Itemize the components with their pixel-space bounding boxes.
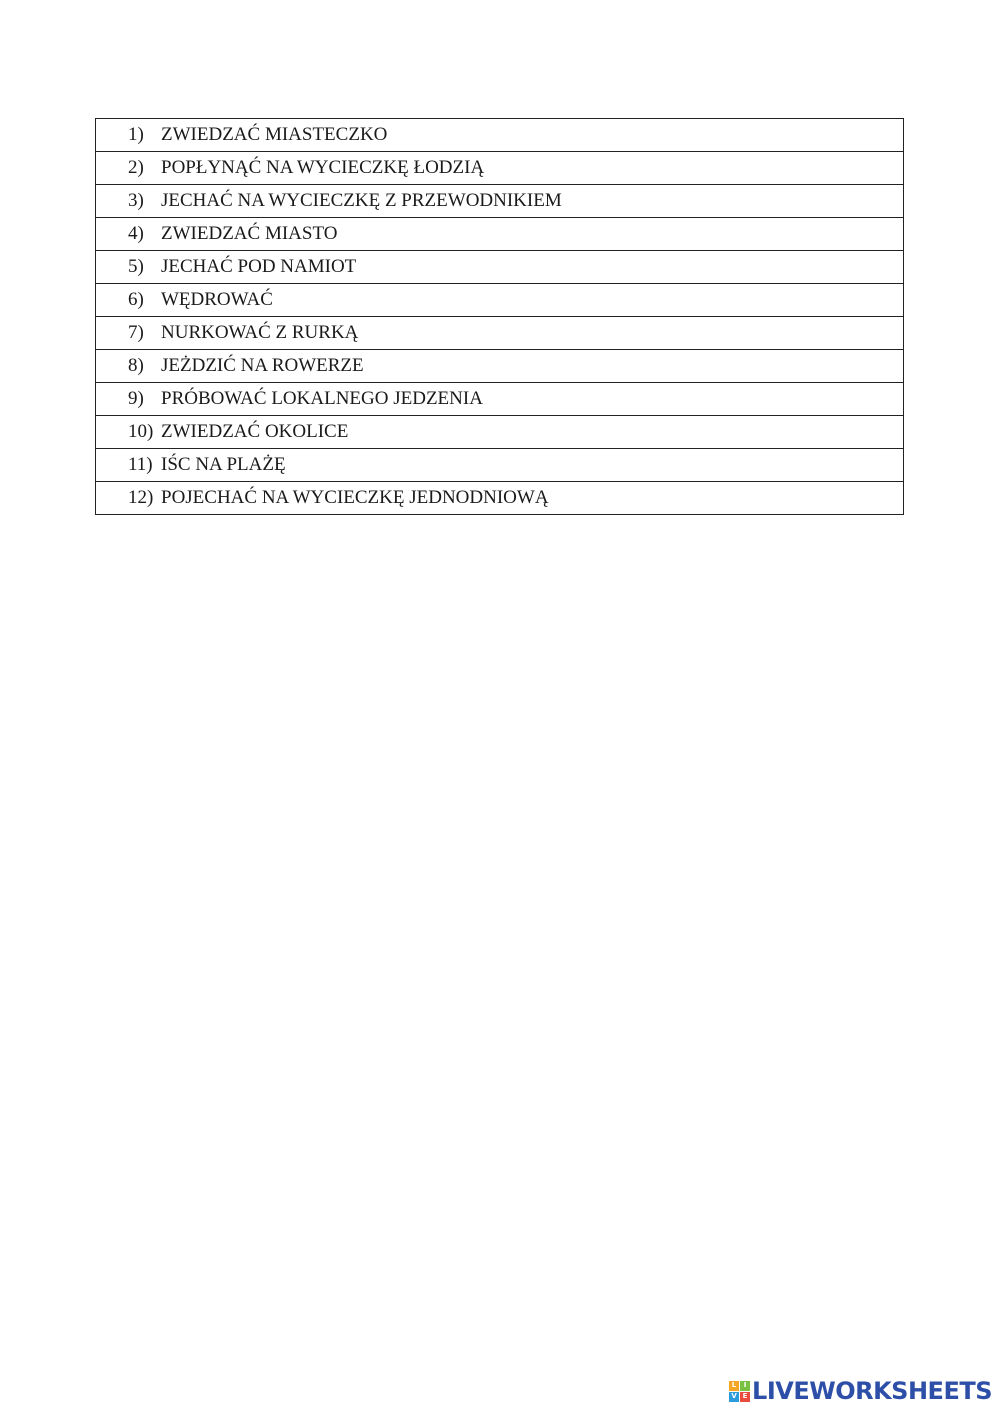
activity-number: 8) (128, 355, 144, 376)
activity-number-cell (96, 317, 162, 350)
activity-number: 5) (128, 256, 144, 277)
activity-row (96, 416, 904, 449)
activity-number: 10) (128, 421, 154, 442)
logo-mark-cell: L (729, 1381, 739, 1391)
activity-number: 9) (128, 388, 144, 409)
activity-number-cell (96, 449, 162, 482)
liveworksheets-logo (729, 1375, 992, 1407)
activity-label: ZWIEDZAĆ OKOLICE (161, 416, 904, 449)
activity-number-cell (96, 185, 162, 218)
activity-number: 11) (128, 454, 153, 475)
activity-number-cell (96, 383, 162, 416)
activity-label: NURKOWAĆ Z RURKĄ (161, 317, 904, 350)
activity-number-cell (96, 482, 162, 515)
logo-mark-cell: E (740, 1392, 750, 1402)
activity-number-cell (96, 119, 162, 152)
activity-row (96, 119, 904, 152)
activity-row (96, 449, 904, 482)
logo-mark-cell: I (740, 1381, 750, 1391)
activity-label: JEŻDZIĆ NA ROWERZE (161, 350, 904, 383)
activity-number-cell (96, 218, 162, 251)
activity-label: JECHAĆ NA WYCIECZKĘ Z PRZEWODNIKIEM (161, 185, 904, 218)
activity-row (96, 185, 904, 218)
activity-label: POJECHAĆ NA WYCIECZKĘ JEDNODNIOWĄ (161, 482, 904, 515)
logo-mark-icon (729, 1381, 750, 1402)
activity-row (96, 317, 904, 350)
activity-label: IŚC NA PLAŻĘ (161, 449, 904, 482)
activity-row (96, 383, 904, 416)
activity-row (96, 152, 904, 185)
activity-number: 1) (128, 124, 144, 145)
activity-number-cell (96, 251, 162, 284)
activity-number-cell (96, 416, 162, 449)
activity-number-cell (96, 350, 162, 383)
activity-label: POPŁYNĄĆ NA WYCIECZKĘ ŁODZIĄ (161, 152, 904, 185)
activity-number-cell (96, 152, 162, 185)
activity-row (96, 482, 904, 515)
logo-text: LIVEWORKSHEETS (752, 1377, 992, 1405)
activity-row (96, 251, 904, 284)
activity-number-cell (96, 284, 162, 317)
activity-row (96, 218, 904, 251)
activity-label: ZWIEDZAĆ MIASTO (161, 218, 904, 251)
activity-label: PRÓBOWAĆ LOKALNEGO JEDZENIA (161, 383, 904, 416)
activity-number: 2) (128, 157, 144, 178)
activity-number: 4) (128, 223, 144, 244)
activity-number: 3) (128, 190, 144, 211)
activity-number: 7) (128, 322, 144, 343)
activity-number: 6) (128, 289, 144, 310)
activity-number: 12) (128, 487, 154, 508)
activity-row (96, 350, 904, 383)
activity-label: WĘDROWAĆ (161, 284, 904, 317)
activity-label: JECHAĆ POD NAMIOT (161, 251, 904, 284)
activity-label: ZWIEDZAĆ MIASTECZKO (161, 119, 904, 152)
logo-mark-cell: V (729, 1392, 739, 1402)
activity-row (96, 284, 904, 317)
activity-list (95, 118, 904, 515)
